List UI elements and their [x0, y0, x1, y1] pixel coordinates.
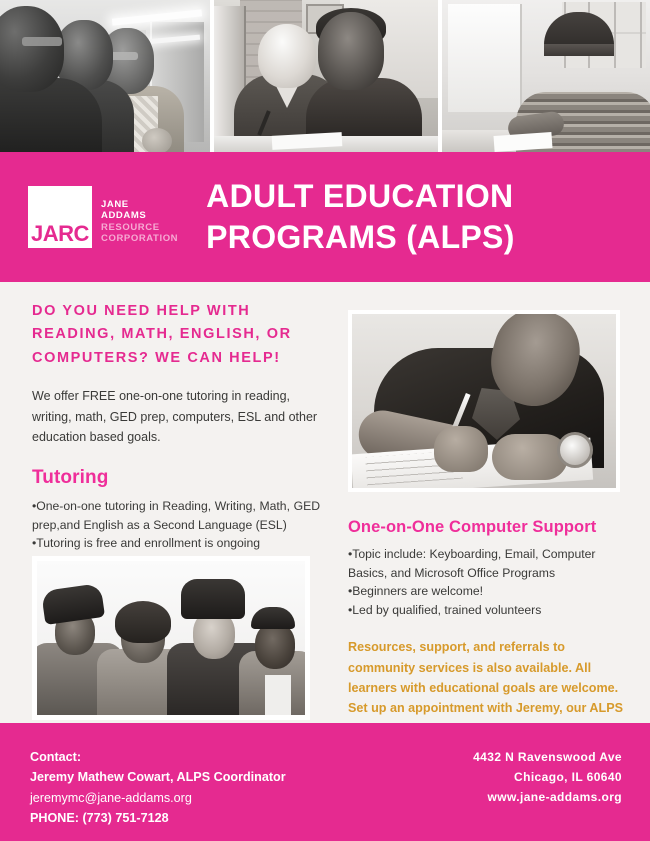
jarc-logo — [28, 186, 178, 248]
logo-word-jane: JANE — [101, 199, 129, 211]
page-title-line-2: PROGRAMS (ALPS) — [206, 219, 515, 255]
computer-support-heading: One-on-One Computer Support — [348, 518, 597, 536]
footer-contact-name: Jeremy Mathew Cowart, ALPS Coordinator — [30, 770, 286, 785]
worker-d — [243, 597, 305, 715]
headline-line-3: COMPUTERS? WE CAN HELP! — [32, 349, 281, 366]
footer-address — [473, 747, 622, 807]
header-photo-classroom — [0, 0, 210, 152]
header-photo-student — [442, 0, 650, 152]
jarc-logo-mark — [28, 186, 92, 248]
footer-contact-email[interactable]: jeremymc@jane-addams.org — [30, 790, 192, 805]
computer-bullet-1: •Topic include: Keyboarding, Email, Computer Basics, and Microsoft Office Programs — [348, 547, 596, 580]
footer-contact-phone[interactable]: PHONE: (773) 751-7128 — [30, 811, 169, 826]
resources-line-4: Set up an appointment with Jeremy, our ALPS — [348, 701, 623, 716]
computer-support-bullets — [348, 545, 630, 619]
title-band — [0, 152, 650, 282]
tutoring-bullet-1: •One-on-one tutoring in Reading, Writing, Math, GED prep,and English as a Second Language (ESL) — [32, 499, 320, 532]
headline-line-1: DO YOU NEED HELP WITH — [32, 303, 251, 319]
header-photo-strip — [0, 0, 650, 152]
footer-address-city: Chicago, IL 60640 — [514, 770, 622, 785]
headline — [32, 300, 320, 370]
computer-bullet-3: •Led by qualified, trained volunteers — [348, 602, 542, 617]
page-title — [206, 176, 515, 258]
main-content — [0, 282, 650, 723]
intro-paragraph: We offer FREE one-on-one tutoring in reading, writing, math, GED prep, computers, ESL and other education based goals. — [32, 389, 318, 444]
left-column — [32, 282, 320, 571]
jarc-logo-mark-text: JARC — [31, 221, 89, 246]
right-column — [348, 282, 630, 739]
photo-workers — [32, 556, 310, 720]
computer-bullet-2: •Beginners are welcome! — [348, 584, 484, 599]
logo-word-addams: ADDAMS — [101, 210, 147, 222]
footer-band — [0, 723, 650, 841]
footer-address-street: 4432 N Ravenswood Ave — [473, 750, 622, 764]
logo-word-corporation: CORPORATION — [101, 232, 179, 244]
resources-line-2: community services is also available. All — [348, 660, 592, 675]
resources-line-3: learners with educational goals are welcome. — [348, 680, 619, 695]
header-photo-tutoring — [214, 0, 438, 152]
footer-contact-label: Contact: — [30, 750, 82, 764]
photo-man-writing — [348, 310, 620, 492]
jarc-logo-wordmark — [101, 199, 178, 248]
logo-word-resource: RESOURCE — [101, 221, 160, 233]
page-title-line-1: ADULT EDUCATION — [206, 178, 514, 215]
resources-line-1: Resources, support, and referrals to — [348, 640, 565, 655]
footer-contact — [30, 747, 286, 829]
tutoring-bullet-2: •Tutoring is free and enrollment is ongoing — [32, 536, 261, 551]
tutoring-heading: Tutoring — [32, 467, 109, 489]
footer-website[interactable]: www.jane-addams.org — [487, 790, 622, 805]
headline-line-2: READING, MATH, ENGLISH, OR — [32, 326, 292, 343]
